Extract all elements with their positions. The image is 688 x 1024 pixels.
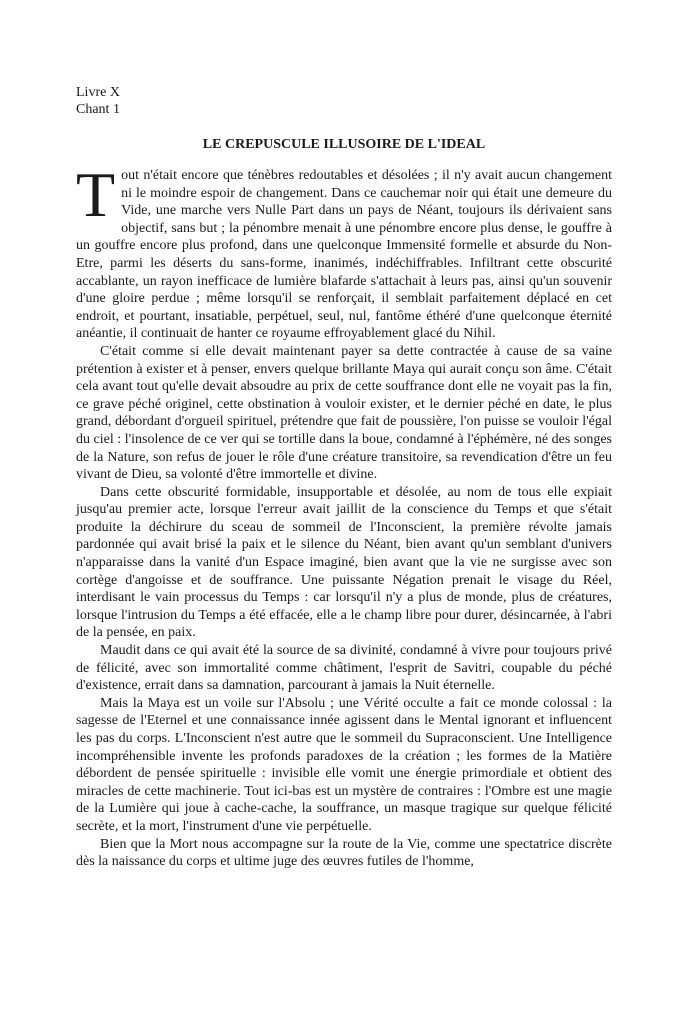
first-paragraph-text: out n'était encore que ténèbres redoutables et désolées ; il n'y avait aucun changement ni le moindre espoir de changement. Dans ce cauchemar noir qui était une demeure du Vide, une marche vers Nulle Part dans un pays de Néant, toujours ils dérivaient sans objectif, sans but ; la pénombre menait à une pénombre encore plus dense, le gouffre à un gouffre encore plus profond, dans une quelconque Immensité formelle et absurde du Non-Etre, parmi les déserts du sans-forme, inanimés, indéchiffrables. Infiltrant cette obscurité accablante, un rayon inefficace de lumière blafarde s'attachait à leurs pas, ainsi qu'un souvenir d'une gloire perdue ; même lorsqu'il se renforçait, il semblait parfaitement déplacé en cet endroit, et pourtant, insatiable, perpétuel, seul, nul, fantôme éthéré d'une quelconque éternité anéantie, il continuait de hanter ce royaume effroyablement glacé du Nihil. bbox=[76, 168, 612, 342]
first-paragraph bbox=[76, 159, 612, 343]
paragraph: Mais la Maya est un voile sur l'Absolu ; une Vérité occulte a fait ce monde colossal : la sagesse de l'Eternel et une connaissance innée agissent dans le Mental ignorant et influencent les pas du corps. L'Inconscient n'est autre que le sommeil du Supraconscient. Une Intelligence incompréhensible invente les profonds paradoxes de la création ; les formes de la Matière débordent de pensée spirituelle : invisible elle vomit une énergie primordiale et obtient des miracles de cette machinerie. Tout ici-bas est un mystère de contraires : l'Ombre est une magie de la Lumière qui joue à cache-cache, la souffrance, un masque tragique sur quelque félicité secrète, et la mort, l'instrument d'une vie perpétuelle. bbox=[76, 695, 612, 834]
canto-label: Chant 1 bbox=[76, 102, 120, 117]
book-label: Livre X bbox=[76, 85, 120, 100]
paragraph: Dans cette obscurité formidable, insupportable et désolée, au nom de tous elle expiait jusqu'au premier acte, lorsque l'erreur avait jaillit de la conscience du Temps et que s'était produite la déchirure du sceau de sommeil de l'Inconscient, la première révolte jamais pardonnée qui avait brisé la paix et le silence du Néant, bien avant qu'un semblant d'univers n'apparaisse dans la vanité d'un Espace imaginé, bien avant que la vie ne surgisse avec son cortège d'angoisse et de souffrance. Une puissante Négation prenait le visage du Réel, interdisant le vain processus du Temps : car lorsqu'il n'y a plus de monde, plus de créatures, lorsque l'intrusion du Temps a été effacée, elle a le champ libre pour durer, désincarnée, à l'abri de la pensée, en paix. bbox=[76, 484, 612, 641]
drop-cap-letter: T bbox=[76, 159, 116, 230]
document-page bbox=[76, 84, 612, 871]
paragraph: Maudit dans ce qui avait été la source de sa divinité, condamné à vivre pour toujours privé de félicité, avec son immortalité comme châtiment, l'esprit de Savitri, coupable du péché d'existence, errait dans sa damnation, parcourant à jamais la Nuit éternelle. bbox=[76, 643, 612, 694]
chapter-title: LE CREPUSCULE ILLUSOIRE DE L'IDEAL bbox=[202, 137, 486, 152]
paragraph: Bien que la Mort nous accompagne sur la route de la Vie, comme une spectatrice discrète dès la naissance du corps et ultime juge des œuvres futiles de l'homme, bbox=[76, 836, 612, 870]
paragraph: C'était comme si elle devait maintenant payer sa dette contractée à cause de sa vaine prétention à exister et à penser, envers quelque brillante Maya qui aurait conçu son âme. C'était cela avant tout qu'elle devait absoudre au prix de cette souffrance dont elle ne voyait pas la fin, ce grave péché originel, cette obstination à vouloir exister, et le dernier péché en date, le plus grand, débordant d'orgueil spirituel, prétendre que fait de poussière, l'on puisse se vouloir l'égal du ciel : l'insolence de ce ver qui se tortille dans la boue, condamné à l'éphémère, né des songes de la Nature, son refus de jouer le rôle d'une créature transitoire, sa revendication d'être un feu vivant de Dieu, sa volonté d'être immortelle et divine. bbox=[76, 343, 612, 483]
